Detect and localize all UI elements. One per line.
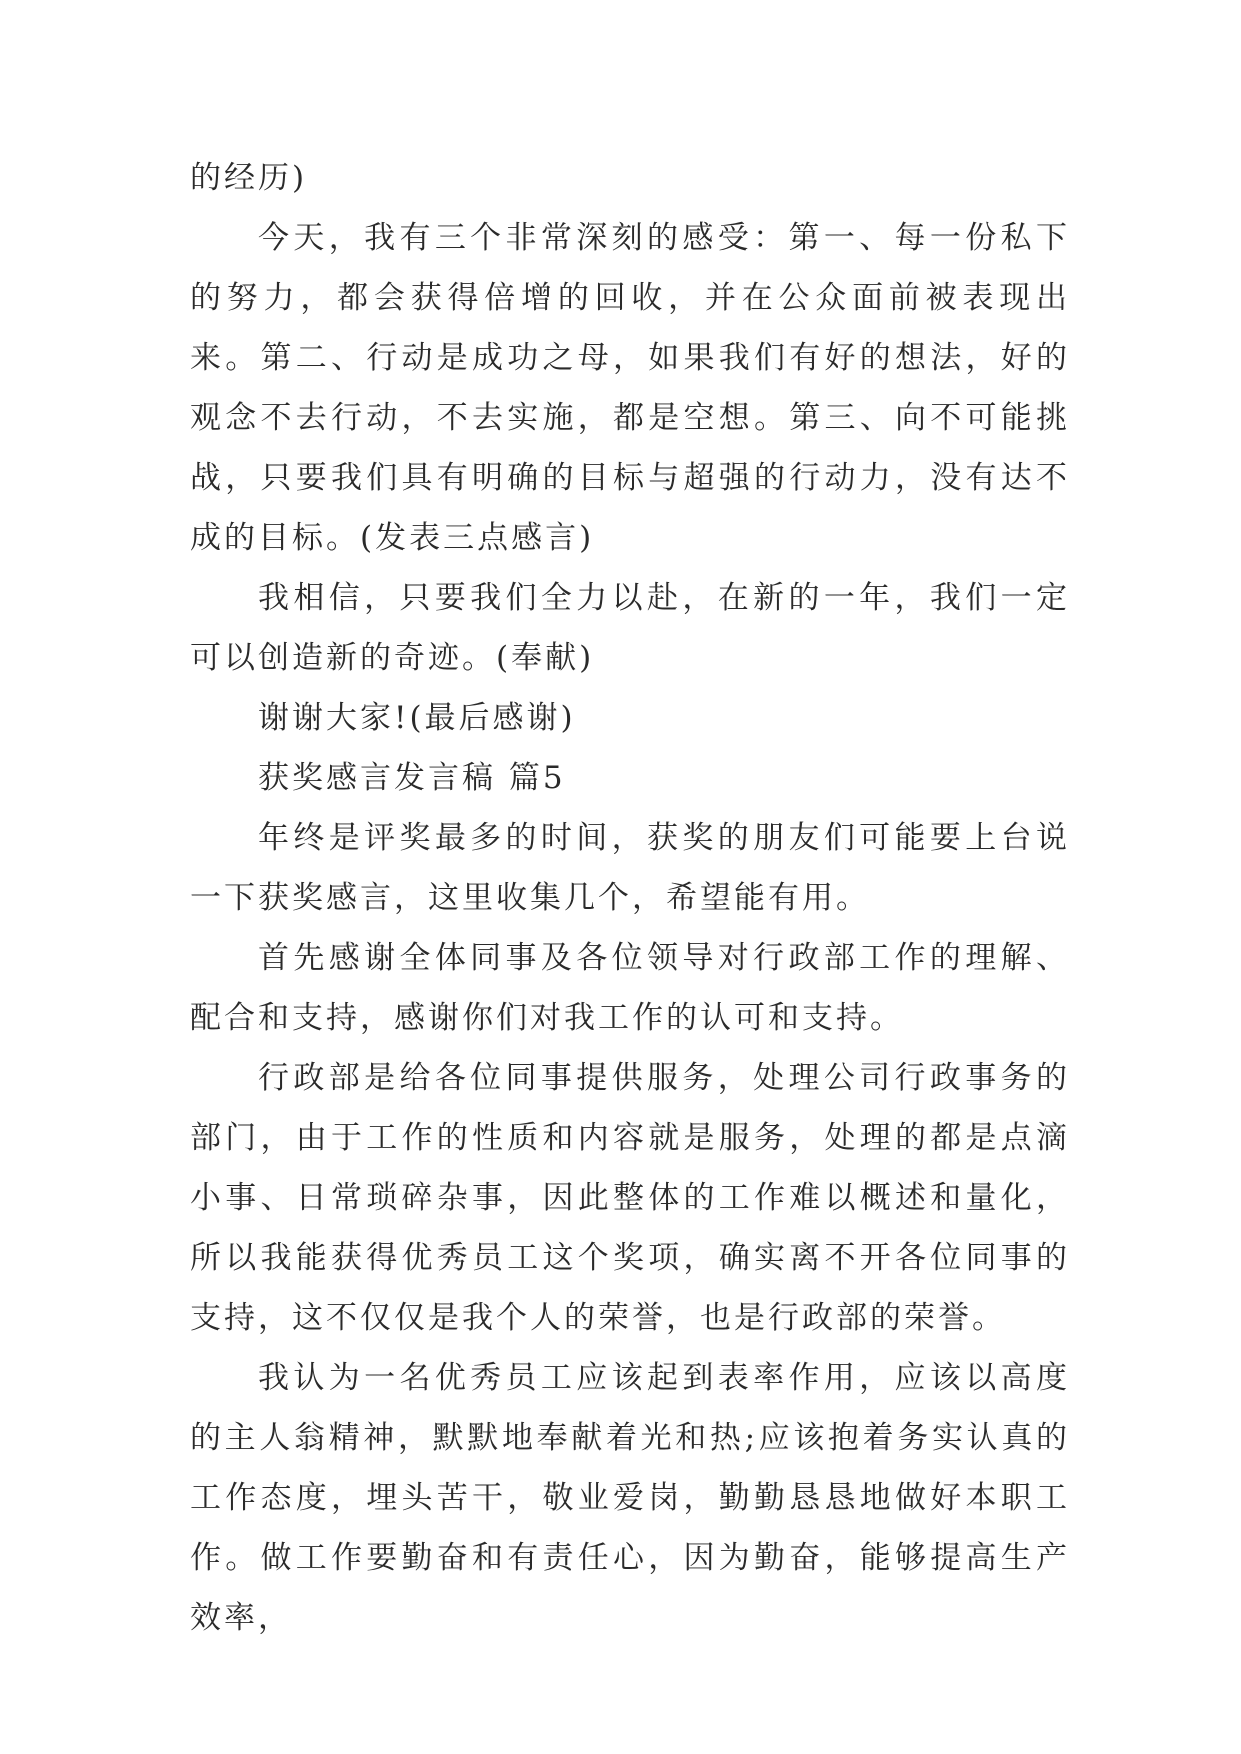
paragraph-3: 我相信，只要我们全力以赴，在新的一年，我们一定可以创造新的奇迹。(奉献) — [190, 580, 1070, 676]
paragraph-1: 的经历) — [190, 160, 308, 196]
paragraph-7: 首先感谢全体同事及各位领导对行政部工作的理解、配合和支持，感谢你们对我工作的认可和支持。 — [190, 940, 1070, 1036]
paragraph-9: 我认为一名优秀员工应该起到表率作用，应该以高度的主人翁精神，默默地奉献着光和热;应该抱着务实认真的工作态度，埋头苦干，敬业爱岗，勤勤恳恳地做好本职工作。做工作要勤奋和有责任心，因为勤奋，能够提高生产效率， — [190, 1360, 1070, 1636]
paragraph-2: 今天，我有三个非常深刻的感受：第一、每一份私下的努力，都会获得倍增的回收，并在公众面前被表现出来。第二、行动是成功之母，如果我们有好的想法，好的观念不去行动，不去实施，都是空想。第三、向不可能挑战，只要我们具有明确的目标与超强的行动力，没有达不成的目标。(发表三点感言) — [190, 220, 1070, 556]
paragraph-6: 年终是评奖最多的时间，获奖的朋友们可能要上台说一下获奖感言，这里收集几个，希望能有用。 — [190, 820, 1070, 916]
document-body — [190, 148, 1070, 1648]
section-heading: 获奖感言发言稿 篇5 — [258, 760, 566, 796]
paragraph-8: 行政部是给各位同事提供服务，处理公司行政事务的部门，由于工作的性质和内容就是服务，处理的都是点滴小事、日常琐碎杂事，因此整体的工作难以概述和量化，所以我能获得优秀员工这个奖项，确实离不开各位同事的支持，这不仅仅是我个人的荣誉，也是行政部的荣誉。 — [190, 1060, 1070, 1336]
paragraph-4: 谢谢大家!(最后感谢) — [258, 700, 576, 736]
